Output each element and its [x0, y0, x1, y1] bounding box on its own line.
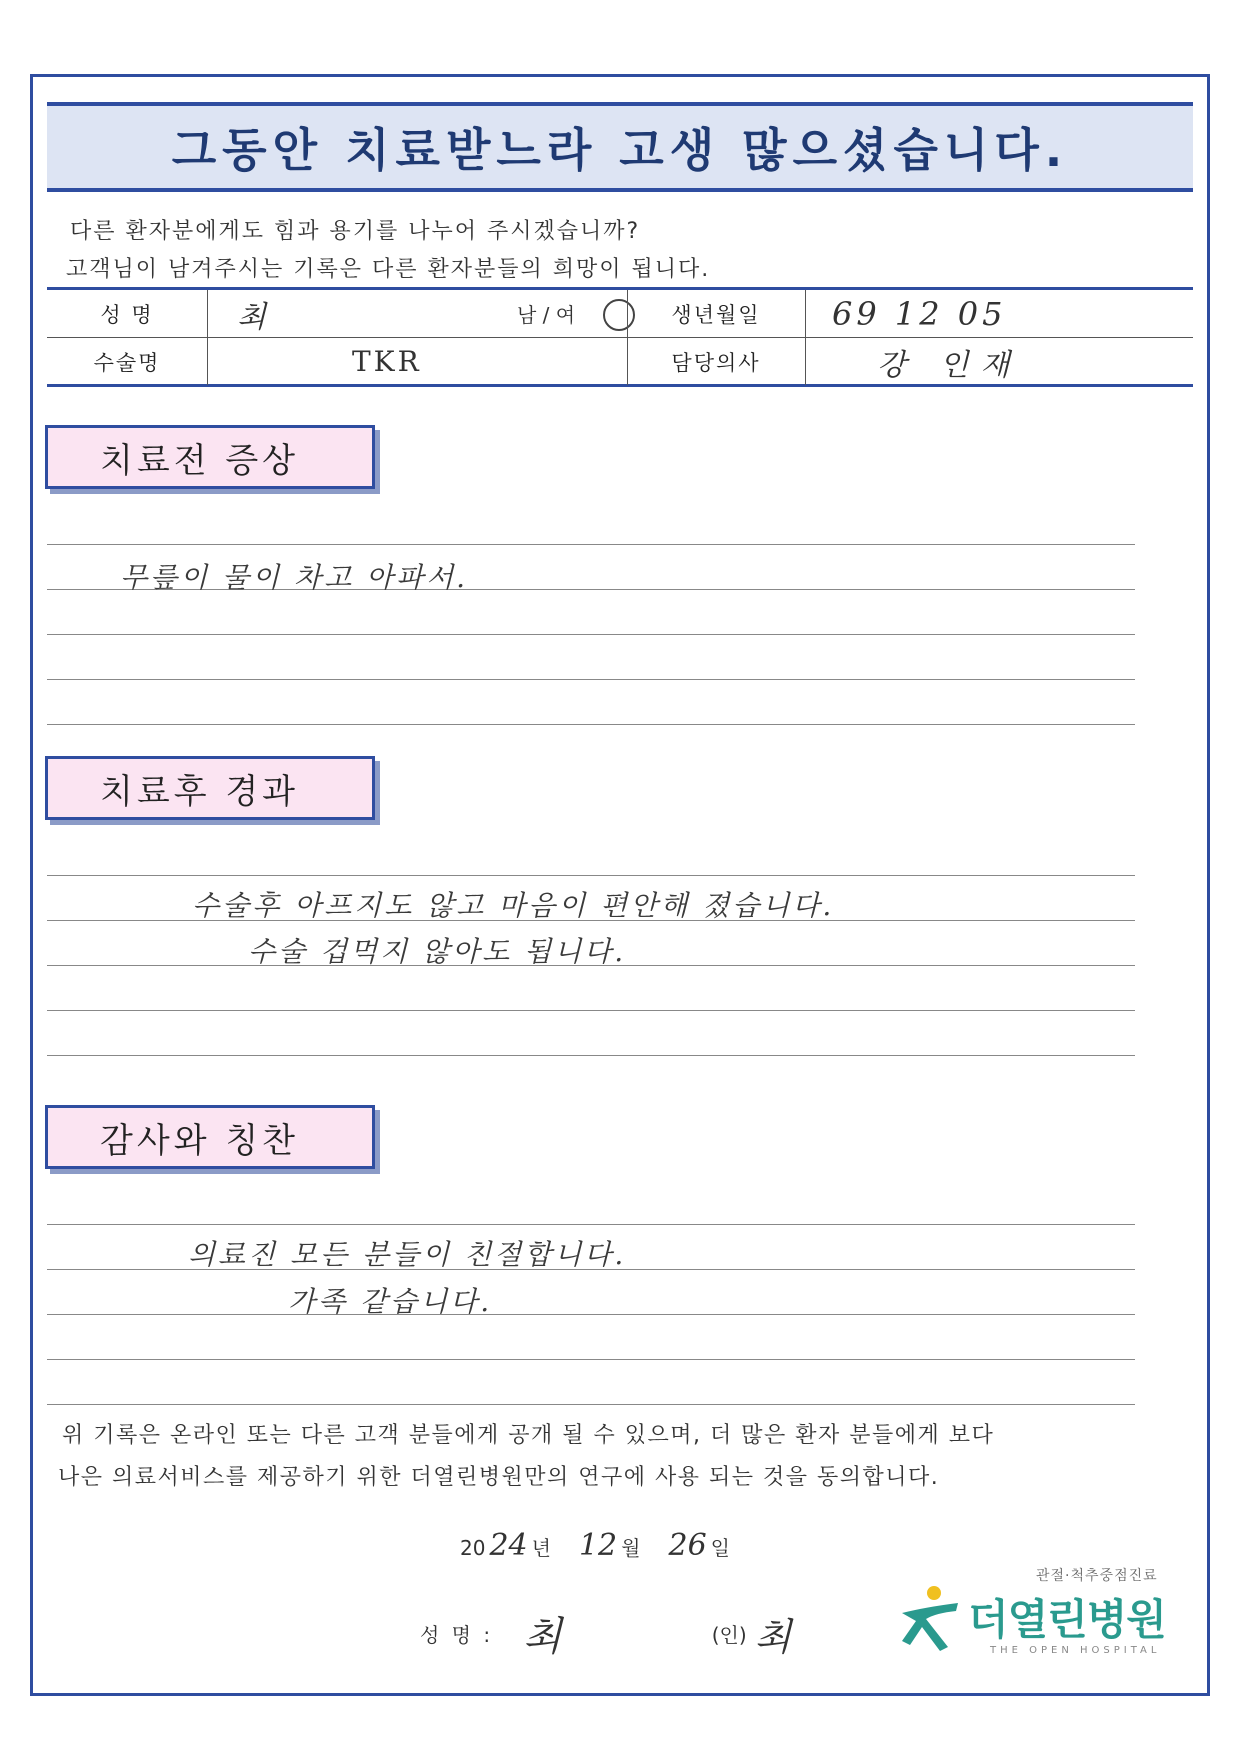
logo-name: 더열린병원	[968, 1595, 1166, 1644]
divider	[207, 338, 208, 385]
name-value[interactable]: 최	[237, 299, 266, 335]
divider	[207, 290, 208, 337]
thanks-note-line-1[interactable]: 의료진 모든 분들이 친절합니다.	[188, 1238, 627, 1271]
date-day-unit: 일	[710, 1536, 730, 1560]
intro-line-2: 고객님이 남겨주시는 기록은 다른 환자분들의 희망이 됩니다.	[66, 257, 711, 282]
ruled-line	[47, 1359, 1135, 1360]
logo-english: THE OPEN HOSPITAL	[990, 1645, 1161, 1656]
birth-label: 생년월일	[671, 302, 761, 327]
birth-value[interactable]: 69 12 05	[832, 294, 1007, 333]
date-row	[460, 1528, 730, 1563]
info-table	[47, 287, 1193, 387]
thanks-note-line-2[interactable]: 가족 같습니다.	[288, 1285, 493, 1318]
date-year-unit: 년	[531, 1536, 551, 1560]
date-year[interactable]: 24	[489, 1528, 528, 1563]
intro-line-1: 다른 환자분에게도 힘과 용기를 나누어 주시겠습니까?	[70, 219, 641, 244]
ruled-line	[47, 875, 1135, 876]
open-hospital-icon	[896, 1585, 966, 1655]
section-title-thanks: 감사와 칭찬	[45, 1105, 375, 1169]
hospital-logo	[896, 1565, 1196, 1675]
date-month[interactable]: 12	[578, 1528, 618, 1563]
surgery-label: 수술명	[93, 350, 161, 375]
ruled-line	[47, 1314, 1135, 1315]
consent-line-2: 나은 의료서비스를 제공하기 위한 더열린병원만의 연구에 사용 되는 것을 동의합니다.	[58, 1465, 940, 1490]
after-note-line-2[interactable]: 수술 겁먹지 않아도 됩니다.	[248, 935, 627, 968]
after-note-line-1[interactable]: 수술후 아프지도 않고 마음이 편안해 졌습니다.	[192, 889, 835, 922]
date-prefix: 20	[460, 1536, 486, 1560]
consent-line-1: 위 기록은 온라인 또는 다른 고객 분들에게 공개 될 수 있으며, 더 많은 환자 분들에게 보다	[62, 1423, 995, 1448]
ruled-line	[47, 634, 1135, 635]
date-day[interactable]: 26	[668, 1528, 707, 1563]
info-row-2	[47, 338, 1193, 385]
ruled-line	[47, 1010, 1135, 1011]
divider	[805, 290, 806, 337]
logo-subtitle: 관절·척추중점진료	[1036, 1568, 1158, 1584]
banner	[47, 102, 1193, 192]
signature-row	[420, 1605, 791, 1662]
signature-label: 성 명 :	[420, 1623, 494, 1647]
seal-label: (인)	[711, 1623, 747, 1647]
ruled-line	[47, 544, 1135, 545]
ruled-line	[47, 724, 1135, 725]
info-row-1	[47, 290, 1193, 338]
ruled-line	[47, 1404, 1135, 1405]
banner-title: 그동안 치료받느라 고생 많으셨습니다.	[171, 123, 1069, 177]
signature-name[interactable]: 최	[523, 1614, 562, 1660]
section-title-after: 치료후 경과	[45, 756, 375, 820]
before-note-line-1[interactable]: 무릎이 물이 차고 아파서.	[120, 561, 469, 594]
section-title-before: 치료전 증상	[45, 425, 375, 489]
ruled-line	[47, 679, 1135, 680]
ruled-line	[47, 1224, 1135, 1225]
seal-signature[interactable]: 최	[754, 1615, 792, 1659]
gender-options-text: 남 / 여	[517, 303, 576, 327]
doctor-value[interactable]: 강 인재	[877, 347, 1022, 383]
divider	[805, 338, 806, 385]
doctor-label: 담당의사	[671, 350, 761, 375]
name-label: 성 명	[100, 302, 154, 327]
ruled-line	[47, 1055, 1135, 1056]
date-month-unit: 월	[621, 1536, 641, 1560]
surgery-value[interactable]: TKR	[352, 345, 422, 378]
